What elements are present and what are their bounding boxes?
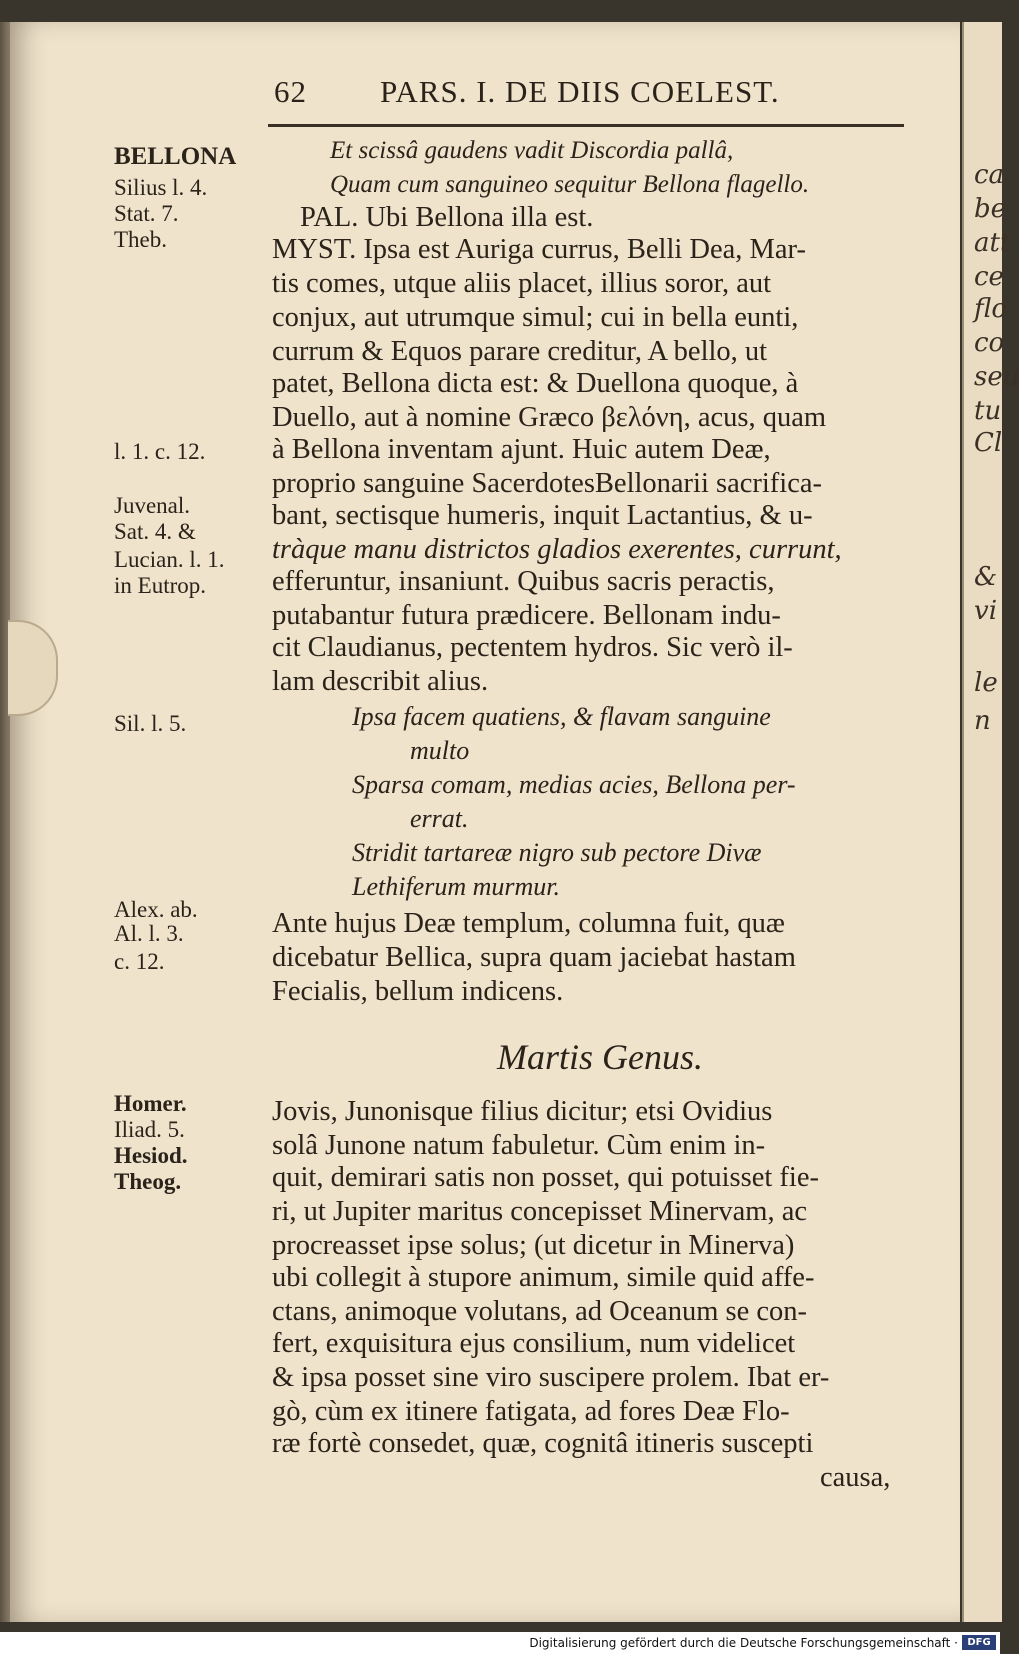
body-line: bant, sectisque humeris, inquit Lactantius, & u- bbox=[272, 500, 813, 531]
body-line: dicebatur Bellica, supra quam jaciebat hastam bbox=[272, 942, 796, 973]
body-line: gò, cùm ex itinere fatigata, ad fores Deæ Flo- bbox=[272, 1396, 790, 1427]
margin-note: Homer. bbox=[114, 1091, 187, 1116]
body-line: ubi collegit à stupore animum, simile quid affe- bbox=[272, 1262, 815, 1293]
body-line: lam describit alius. bbox=[272, 666, 489, 697]
margin-note: l. 1. c. 12. bbox=[114, 439, 206, 464]
margin-note: Stat. 7. bbox=[114, 201, 179, 226]
body-line: Ipsa facem quatiens, & flavam sanguine bbox=[352, 702, 771, 731]
body-line: errat. bbox=[410, 804, 469, 833]
facing-page-fragment: ce bbox=[974, 262, 1004, 292]
body-line: currum & Equos parare creditur, A bello, ut bbox=[272, 336, 768, 367]
body-line: Et scissâ gaudens vadit Discordia pallâ, bbox=[330, 137, 734, 164]
body-line: Lethiferum murmur. bbox=[352, 872, 561, 901]
body-line: fert, exquisitura ejus consilium, num videlicet bbox=[272, 1328, 796, 1359]
facing-page-fragment: tu bbox=[974, 396, 1002, 426]
body-line: causa, bbox=[820, 1462, 891, 1493]
facing-page-fragment: ca bbox=[974, 160, 1005, 190]
facing-page-fragment: Cl bbox=[974, 428, 1003, 458]
body-line: Quam cum sanguineo sequitur Bellona flagello. bbox=[330, 171, 810, 198]
facing-page-fragment: co bbox=[974, 328, 1005, 358]
margin-note: Theb. bbox=[114, 227, 168, 252]
margin-note: Silius l. 4. bbox=[114, 175, 208, 200]
body-line: ri, ut Jupiter maritus concepisset Minervam, ac bbox=[272, 1196, 808, 1227]
page-number: 62 bbox=[274, 74, 307, 109]
margin-note: Alex. ab. bbox=[114, 897, 198, 922]
margin-note: c. 12. bbox=[114, 949, 165, 974]
body-line: Fecialis, bellum indicens. bbox=[272, 976, 564, 1007]
header-rule bbox=[268, 124, 904, 127]
margin-note: Sat. 4. & bbox=[114, 519, 196, 544]
dfg-logo: DFG bbox=[962, 1635, 996, 1650]
margin-note: Theog. bbox=[114, 1169, 182, 1194]
body-line: putabantur futura prædicere. Bellonam indu- bbox=[272, 600, 781, 631]
facing-page-fragment: flo bbox=[974, 294, 1007, 324]
running-head: PARS. I. DE DIIS COELEST. bbox=[380, 74, 780, 109]
body-line: quit, demirari satis non posset, qui potuisset fie- bbox=[272, 1162, 819, 1193]
margin-note: Sil. l. 5. bbox=[114, 711, 187, 736]
body-line: MYST. Ipsa est Auriga currus, Belli Dea, Mar- bbox=[272, 234, 806, 265]
body-line: tis comes, utque aliis placet, illius soror, aut bbox=[272, 268, 772, 299]
body-line: tràque manu districtos gladios exerentes, currunt, bbox=[272, 534, 842, 565]
section-heading: Martis Genus. bbox=[497, 1037, 703, 1077]
margin-note: BELLONA bbox=[114, 143, 237, 170]
page-header bbox=[268, 66, 908, 116]
margin-note: in Eutrop. bbox=[114, 573, 206, 598]
body-line: ctans, animoque volutans, ad Oceanum se con- bbox=[272, 1296, 808, 1327]
facing-page-fragment: & bbox=[974, 562, 998, 592]
margin-note: Al. l. 3. bbox=[114, 921, 184, 946]
body-line: Ante hujus Deæ templum, columna fuit, quæ bbox=[272, 908, 785, 939]
footer-credit: Digitalisierung gefördert durch die Deutsche Forschungsgemeinschaft · bbox=[529, 1636, 958, 1650]
facing-page-fragment: le bbox=[974, 668, 998, 698]
body-line: patet, Bellona dicta est: & Duellona quoque, à bbox=[272, 368, 799, 399]
body-line: à Bellona inventam ajunt. Huic autem Deæ, bbox=[272, 434, 771, 465]
body-line: & ipsa posset sine viro suscipere prolem. Ibat er- bbox=[272, 1362, 830, 1393]
facing-page-fragment: seu bbox=[974, 362, 1019, 392]
margin-note: Hesiod. bbox=[114, 1143, 188, 1168]
body-line: proprio sanguine SacerdotesBellonarii sacrifica- bbox=[272, 468, 823, 499]
body-line: PAL. Ubi Bellona illa est. bbox=[300, 202, 594, 233]
body-line: solâ Junone natum fabuletur. Cùm enim in- bbox=[272, 1130, 766, 1161]
margin-note: Lucian. l. 1. bbox=[114, 547, 225, 572]
body-line: Sparsa comam, medias acies, Bellona per- bbox=[352, 770, 796, 799]
body-line: cit Claudianus, pectentem hydros. Sic verò il- bbox=[272, 632, 793, 663]
margin-note: Iliad. 5. bbox=[114, 1117, 185, 1142]
body-line: efferuntur, insaniunt. Quibus sacris peractis, bbox=[272, 566, 775, 597]
facing-page-fragment: n bbox=[974, 706, 991, 736]
body-line: Duello, aut à nomine Græco βελόνη, acus, quam bbox=[272, 402, 827, 433]
body-line: Stridit tartareæ nigro sub pectore Divæ bbox=[352, 838, 762, 867]
facing-page-fragment: att bbox=[974, 228, 1011, 258]
body-line: Jovis, Junonisque filius dicitur; etsi Ovidius bbox=[272, 1096, 773, 1127]
facing-page-fragment: vi bbox=[974, 596, 998, 626]
facing-page-edge bbox=[962, 22, 1019, 1622]
margin-note: Juvenal. bbox=[114, 493, 191, 518]
body-line: procreasset ipse solus; (ut dicetur in Minerva) bbox=[272, 1230, 795, 1261]
body-line: ræ fortè consedet, quæ, cognitâ itineris suscepti bbox=[272, 1428, 814, 1459]
body-line: conjux, aut utrumque simul; cui in bella eunti, bbox=[272, 302, 799, 333]
facing-page-fragment: be bbox=[974, 194, 1007, 224]
body-line: multo bbox=[410, 736, 470, 765]
digitization-footer bbox=[0, 1632, 1000, 1654]
